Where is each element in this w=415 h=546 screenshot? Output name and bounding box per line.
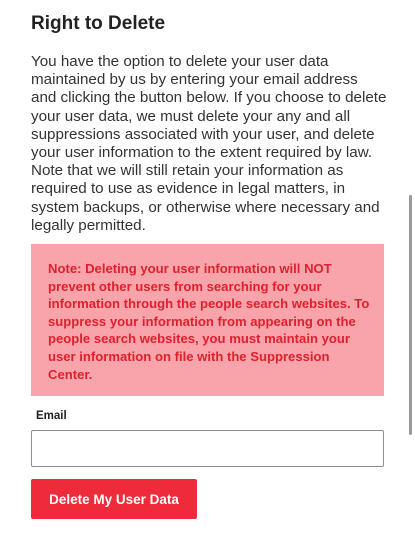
scrollbar[interactable] <box>409 195 412 435</box>
notice-text: Note: Deleting your user information will NOT prevent other users from searching for your information through the people search websites. To suppress your information from appearing on the people search websites, you must maintain your user information on file with the Suppression Center. <box>48 261 370 382</box>
email-label: Email <box>36 410 67 422</box>
email-field[interactable] <box>31 430 384 467</box>
notice-box <box>31 244 384 396</box>
delete-user-data-button[interactable]: Delete My User Data <box>31 479 197 519</box>
section-description: You have the option to delete your user data maintained by us by entering your email address and clicking the button below. If you choose to delete your user data, we must delete your any and all suppressions associated with your user, and delete your user information to the extent required by law. Note that we will still retain your information as required to use as evidence in legal matters, in system backups, or otherwise where necessary and legally permitted. <box>31 53 387 234</box>
section-title: Right to Delete <box>31 13 166 34</box>
